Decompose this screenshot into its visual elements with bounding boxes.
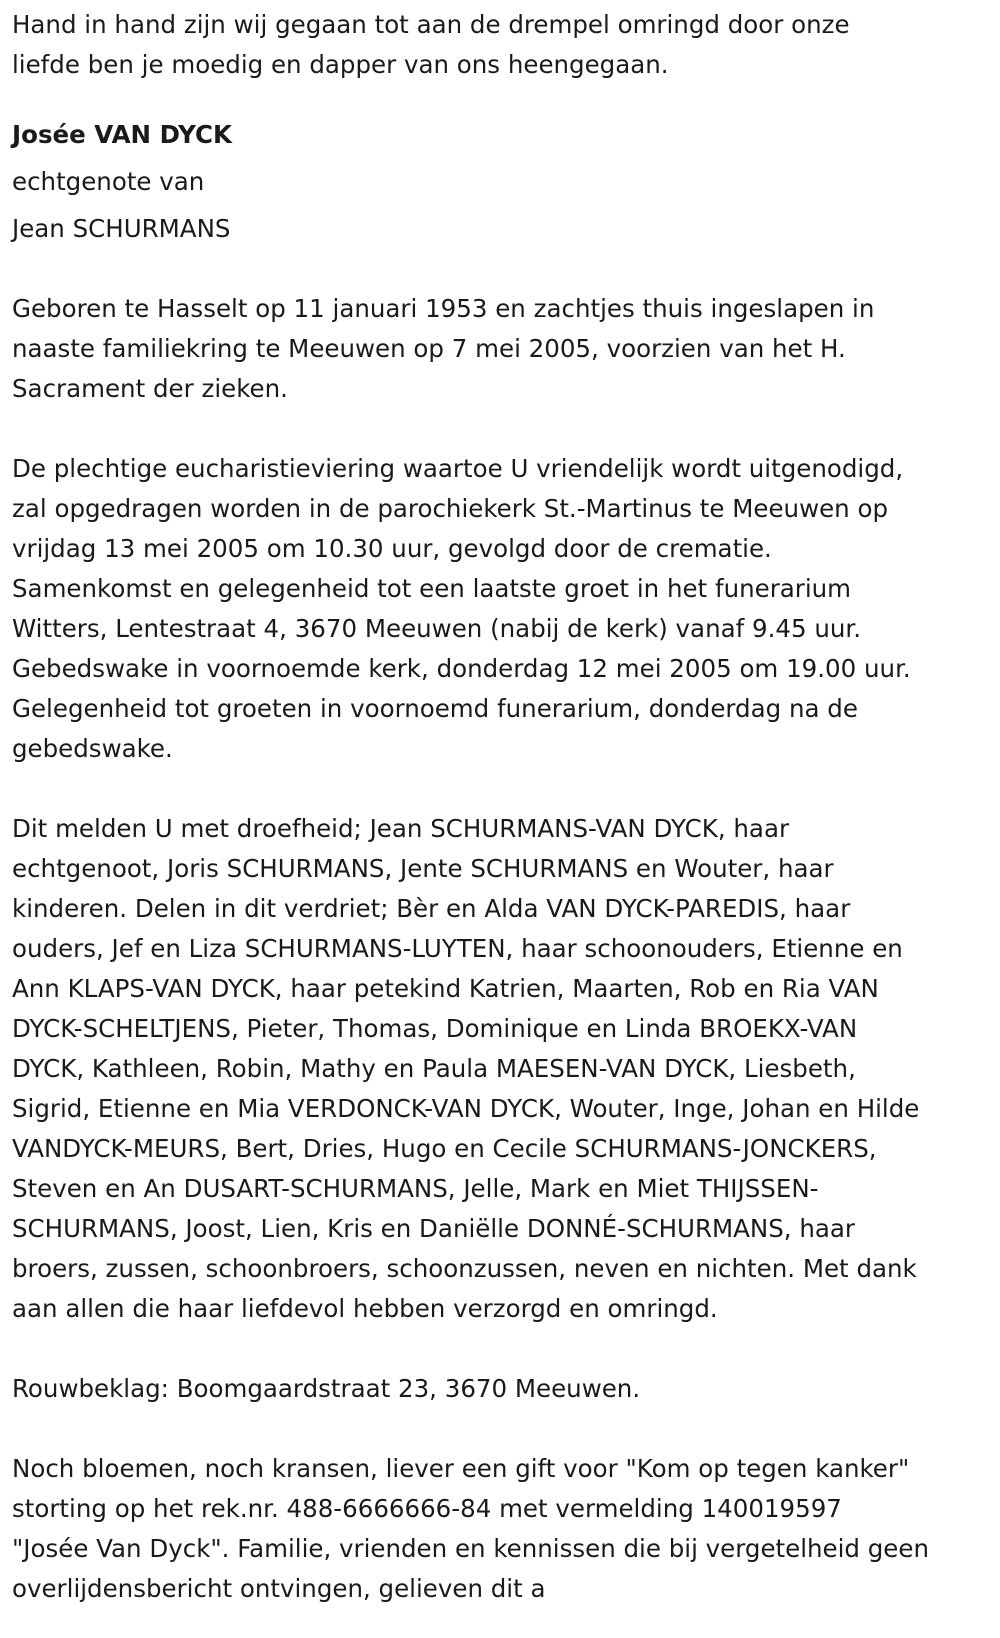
intro-paragraph — [12, 5, 980, 85]
condolence-paragraph — [12, 1369, 980, 1409]
text-line: vrijdag 13 mei 2005 om 10.30 uur, gevolgd door de crematie. — [12, 534, 772, 563]
text-line: zal opgedragen worden in de parochiekerk St.-Martinus te Meeuwen op — [12, 494, 889, 523]
text-line: broers, zussen, schoonbroers, schoonzussen, neven en nichten. Met dank — [12, 1254, 917, 1283]
spouse-name: Jean SCHURMANS — [12, 214, 231, 243]
text-line: kinderen. Delen in dit verdriet; Bèr en Alda VAN DYCK-PAREDIS, haar — [12, 894, 851, 923]
text-line: Samenkomst en gelegenheid tot een laatste groet in het funerarium — [12, 574, 852, 603]
text-line: DYCK, Kathleen, Robin, Mathy en Paula MAESEN-VAN DYCK, Liesbeth, — [12, 1054, 856, 1083]
text-line: SCHURMANS, Joost, Lien, Kris en Daniëlle DONNÉ-SCHURMANS, haar — [12, 1214, 855, 1243]
donation-paragraph — [12, 1449, 980, 1609]
text-line: Geboren te Hasselt op 11 januari 1953 en zachtjes thuis ingeslapen in — [12, 294, 875, 323]
text-line: Noch bloemen, noch kransen, liever een gift voor "Kom op tegen kanker" — [12, 1454, 910, 1483]
text-line: naaste familiekring te Meeuwen op 7 mei 2005, voorzien van het H. — [12, 334, 846, 363]
text-line: Dit melden U met droefheid; Jean SCHURMANS-VAN DYCK, haar — [12, 814, 790, 843]
text-line: Hand in hand zijn wij gegaan tot aan de drempel omringd door onze — [12, 10, 850, 39]
text-line: overlijdensbericht ontvingen, gelieven dit a — [12, 1574, 546, 1603]
deceased-name: Josée VAN DYCK — [12, 120, 232, 149]
text-line: Sigrid, Etienne en Mia VERDONCK-VAN DYCK, Wouter, Inge, Johan en Hilde — [12, 1094, 920, 1123]
text-line: Gebedswake in voornoemde kerk, donderdag 12 mei 2005 om 19.00 uur. — [12, 654, 911, 683]
text-line: Witters, Lentestraat 4, 3670 Meeuwen (nabij de kerk) vanaf 9.45 uur. — [12, 614, 862, 643]
text-line: gebedswake. — [12, 734, 173, 763]
text-line: liefde ben je moedig en dapper van ons heengegaan. — [12, 50, 669, 79]
text-line: ouders, Jef en Liza SCHURMANS-LUYTEN, haar schoonouders, Etienne en — [12, 934, 903, 963]
text-line: aan allen die haar liefdevol hebben verzorgd en omringd. — [12, 1294, 718, 1323]
text-line: Gelegenheid tot groeten in voornoemd funerarium, donderdag na de — [12, 694, 858, 723]
text-line: echtgenoot, Joris SCHURMANS, Jente SCHURMANS en Wouter, haar — [12, 854, 834, 883]
text-line: Sacrament der zieken. — [12, 374, 288, 403]
text-line: Rouwbeklag: Boomgaardstraat 23, 3670 Meeuwen. — [12, 1374, 641, 1403]
family-paragraph — [12, 809, 980, 1329]
ceremony-paragraph — [12, 449, 980, 769]
relation-label: echtgenote van — [12, 167, 205, 196]
text-line: DYCK-SCHELTJENS, Pieter, Thomas, Dominique en Linda BROEKX-VAN — [12, 1014, 858, 1043]
text-line: De plechtige eucharistieviering waartoe U vriendelijk wordt uitgenodigd, — [12, 454, 904, 483]
birth-paragraph — [12, 289, 980, 409]
text-line: Steven en An DUSART-SCHURMANS, Jelle, Mark en Miet THIJSSEN- — [12, 1174, 819, 1203]
text-line: "Josée Van Dyck". Familie, vrienden en kennissen die bij vergetelheid geen — [12, 1534, 929, 1563]
text-line: Ann KLAPS-VAN DYCK, haar petekind Katrien, Maarten, Rob en Ria VAN — [12, 974, 879, 1003]
text-line: storting op het rek.nr. 488-6666666-84 met vermelding 140019597 — [12, 1494, 842, 1523]
text-line: VANDYCK-MEURS, Bert, Dries, Hugo en Cecile SCHURMANS-JONCKERS, — [12, 1134, 877, 1163]
